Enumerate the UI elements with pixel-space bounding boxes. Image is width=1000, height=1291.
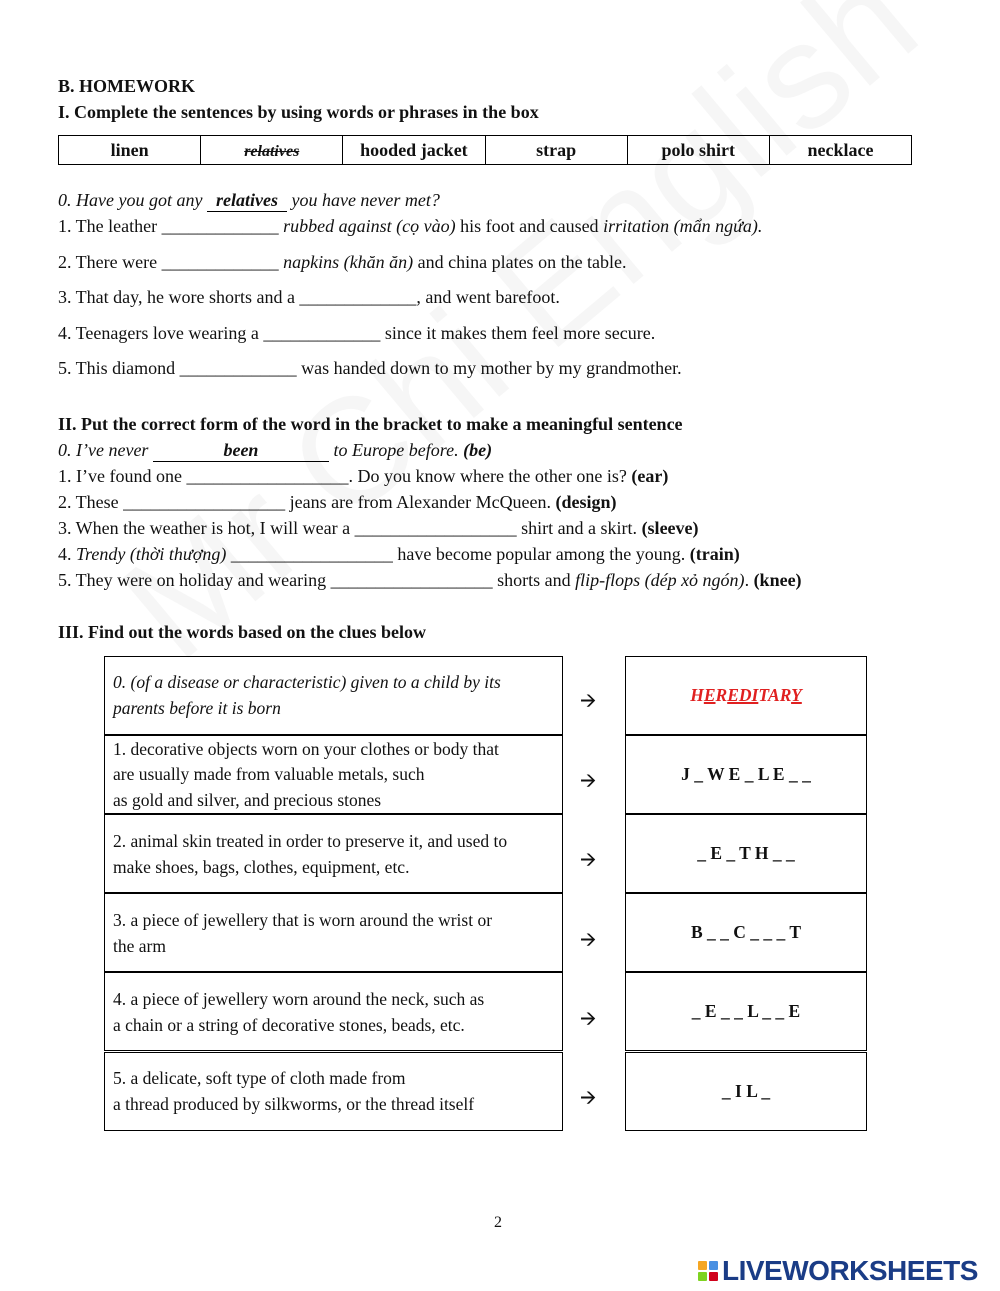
clue-line: the arm xyxy=(113,936,166,956)
clue-box xyxy=(104,1052,563,1131)
logo-square xyxy=(698,1261,707,1270)
word-cell: polo shirt xyxy=(628,136,770,164)
part1-sentence-4: 4. Teenagers love wearing a _____________ since it makes them feel more secure. xyxy=(58,323,656,343)
part2-sentence-3: 3. When the weather is hot, I will wear a __________________ shirt and a skirt. (sleeve) xyxy=(58,518,699,538)
clue-line: as gold and silver, and precious stones xyxy=(113,790,382,810)
clue-box xyxy=(104,735,563,814)
example-answer: been xyxy=(153,440,329,462)
clue-box xyxy=(104,814,563,893)
arrow-icon: 🡪 xyxy=(580,1085,597,1109)
word-cell: hooded jacket xyxy=(343,136,485,164)
arrow-icon: 🡪 xyxy=(580,927,597,951)
clue-line: are usually made from valuable metals, such xyxy=(113,764,425,784)
clue-line: a chain or a string of decorative stones, beads, etc. xyxy=(113,1015,465,1035)
part3-title: III. Find out the words based on the clues below xyxy=(58,622,427,642)
answer-box: J _ W E _ L E _ _ xyxy=(625,735,867,814)
word-cell: necklace xyxy=(807,140,874,160)
word-cell: linen xyxy=(59,136,201,164)
example-answer: relatives xyxy=(207,190,287,212)
word-cell xyxy=(201,136,343,164)
clue-line: 3. a piece of jewellery that is worn around the wrist or xyxy=(113,910,493,930)
part1-sentence-5: 5. This diamond _____________ was handed down to my mother by my grandmother. xyxy=(58,358,682,378)
logo-text: LIVEWORKSHEETS xyxy=(722,1255,978,1286)
answer-box: _ I L _ xyxy=(625,1052,867,1131)
logo-square xyxy=(709,1272,718,1281)
part2-title: II. Put the correct form of the word in the bracket to make a meaningful sentence xyxy=(58,414,683,434)
logo-square xyxy=(698,1272,707,1281)
liveworksheets-logo[interactable] xyxy=(698,1256,978,1286)
answer-box: _ E _ _ L _ _ E xyxy=(625,972,867,1051)
clue-box xyxy=(104,893,563,972)
clue-box xyxy=(104,656,563,735)
part2-sentence-5: 5. They were on holiday and wearing __________________ shorts and flip-flops (dép xỏ ngón). (knee) xyxy=(58,570,802,590)
answer-box: B _ _ C _ _ _ T xyxy=(625,893,867,972)
page-number: 2 xyxy=(494,1214,502,1231)
word-struck: relatives xyxy=(244,143,300,160)
clue-line: parents before it is born xyxy=(113,698,281,718)
section-title: B. HOMEWORK xyxy=(58,76,196,96)
part1-title: I. Complete the sentences by using words or phrases in the box xyxy=(58,102,539,122)
clue-line: a thread produced by silkworms, or the thread itself xyxy=(113,1094,475,1114)
part1-sentence-2: 2. There were _____________ napkins (khăn ăn) and china plates on the table. xyxy=(58,252,627,272)
arrow-icon: 🡪 xyxy=(580,768,597,792)
clue-line: make shoes, bags, clothes, equipment, etc. xyxy=(113,857,410,877)
part2-sentence-2: 2. These __________________ jeans are from Alexander McQueen. (design) xyxy=(58,492,617,512)
logo-squares-icon xyxy=(698,1261,718,1281)
clue-line: 1. decorative objects worn on your clothes or body that xyxy=(113,739,499,759)
answer-box: _ E _ T H _ _ xyxy=(625,814,867,893)
clue-line: 0. (of a disease or characteristic) given to a child by its xyxy=(113,672,501,692)
part2-example: 0. I’ve never been to Europe before. (be) xyxy=(58,440,493,460)
word-box xyxy=(58,135,912,165)
logo-square xyxy=(709,1261,718,1270)
word-cell: strap xyxy=(486,136,628,164)
arrow-icon: 🡪 xyxy=(580,1006,597,1030)
part1-sentence-1: 1. The leather _____________ rubbed against (cọ vào) his foot and caused irritation (mẩn ngứa). xyxy=(58,216,763,236)
part2-sentence-1: 1. I’ve found one __________________. Do you know where the other one is? (ear) xyxy=(58,466,669,486)
part2-sentence-4: 4. Trendy (thời thượng) __________________ have become popular among the young. (train) xyxy=(58,544,740,564)
clue-box xyxy=(104,972,563,1051)
part1-example: 0. Have you got any relatives you have never met? xyxy=(58,190,440,210)
answer-box: HEREDITARY xyxy=(625,656,867,735)
clue-line: 4. a piece of jewellery worn around the neck, such as xyxy=(113,989,485,1009)
clue-line: 5. a delicate, soft type of cloth made from xyxy=(113,1068,406,1088)
clue-line: 2. animal skin treated in order to preserve it, and used to xyxy=(113,831,508,851)
part1-sentence-3: 3. That day, he wore shorts and a _____________, and went barefoot. xyxy=(58,287,560,307)
arrow-icon: 🡪 xyxy=(580,688,597,712)
arrow-icon: 🡪 xyxy=(580,847,597,871)
